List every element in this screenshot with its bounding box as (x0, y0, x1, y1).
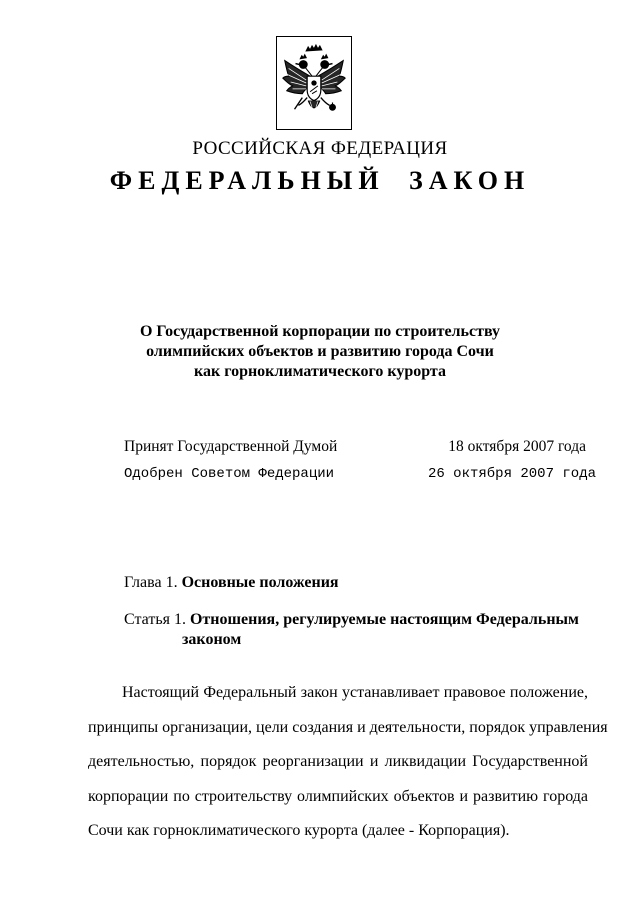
adoption-body: Одобрен Советом Федерации (124, 466, 335, 482)
paragraph-line: корпорации по строительству олимпийских объектов и развитию города (88, 787, 588, 805)
law-title-line: как горноклиматического курорта (194, 363, 446, 380)
paragraph-line: деятельностью, порядок реорганизации и ликвидации Государственной (88, 753, 588, 770)
state-emblem (276, 36, 352, 130)
adoption-date: 18 октября 2007 года (448, 438, 586, 455)
adoption-body: Принят Государственной Думой (124, 438, 338, 455)
chapter-heading (124, 574, 339, 592)
paragraph-line: принципы организации, цели создания и деятельности, порядок управления (88, 718, 608, 736)
article-name-continued: законом (182, 631, 242, 648)
country-heading: РОССИЙСКАЯ ФЕДЕРАЦИЯ (192, 138, 448, 159)
article-prefix: Статья 1. (124, 611, 186, 628)
law-title-line: О Государственной корпорации по строительству (139, 323, 501, 340)
russian-double-headed-eagle-icon (277, 37, 351, 129)
chapter-prefix: Глава 1. (124, 574, 178, 591)
law-title (0, 322, 640, 382)
paragraph-line: Сочи как горноклиматического курорта (далее - Корпорация). (88, 822, 510, 839)
law-title-line: олимпийских объектов и развитию города Сочи (146, 343, 494, 360)
article-name: Отношения, регулируемые настоящим Федеральным (189, 611, 579, 628)
chapter-name: Основные положения (181, 574, 339, 591)
article-paragraph (88, 676, 608, 849)
adoption-date: 26 октября 2007 года (427, 466, 596, 482)
article-heading-line (124, 610, 579, 630)
document-type-heading: ФЕДЕРАЛЬНЫЙ ЗАКОН (109, 166, 531, 195)
paragraph-line: Настоящий Федеральный закон устанавливает правовое положение, (122, 684, 588, 701)
article-heading (124, 610, 579, 650)
